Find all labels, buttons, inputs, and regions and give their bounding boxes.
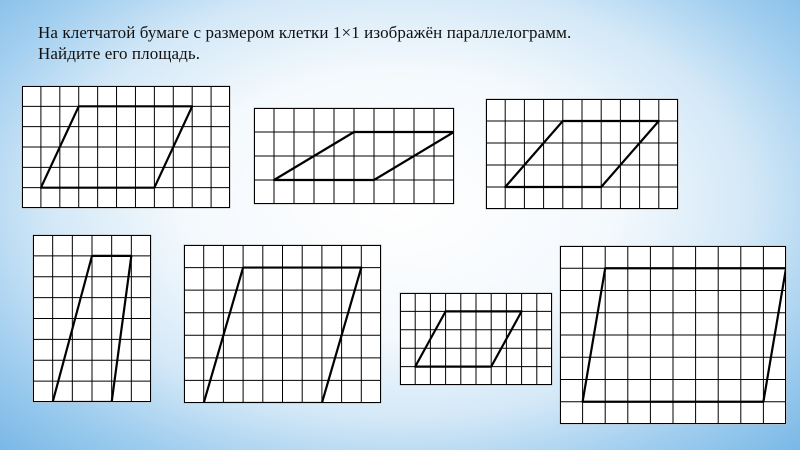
grid-figure-5 <box>184 245 381 403</box>
parallelogram <box>415 311 521 366</box>
grid-figure-2-svg <box>254 108 454 204</box>
grid-figure-1 <box>22 86 230 208</box>
grid-figure-1-svg <box>22 86 230 208</box>
grid-figure-4-svg <box>33 235 151 402</box>
problem-line-1: На клетчатой бумаге с размером клетки 1×1 изображён параллелограмм. <box>38 23 572 42</box>
grid-figure-6 <box>400 293 552 385</box>
grid-figure-7 <box>560 246 786 424</box>
problem-statement <box>38 22 571 64</box>
grid-lines <box>254 108 454 204</box>
grid-lines <box>22 86 230 208</box>
problem-line-2: Найдите его площадь. <box>38 44 201 63</box>
grid-figure-7-svg <box>560 246 786 424</box>
grid-figure-5-svg <box>184 245 381 403</box>
grid-figure-2 <box>254 108 454 204</box>
grid-lines <box>486 99 678 209</box>
grid-figure-3 <box>486 99 678 209</box>
grid-figure-3-svg <box>486 99 678 209</box>
grid-figure-6-svg <box>400 293 552 385</box>
grid-lines <box>184 245 381 403</box>
grid-lines <box>400 293 552 385</box>
grid-figure-4 <box>33 235 151 402</box>
